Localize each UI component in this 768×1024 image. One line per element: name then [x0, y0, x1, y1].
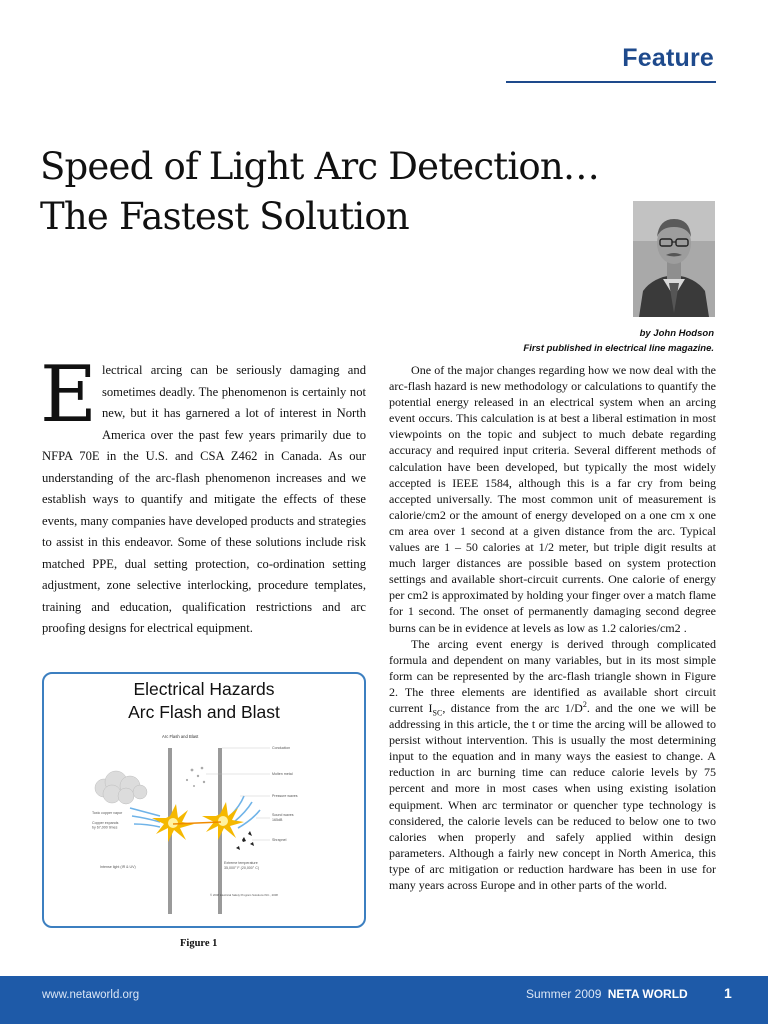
- author-name: by John Hodson: [639, 328, 714, 339]
- label-shrapnel: Shrapnel: [272, 838, 287, 842]
- figure-title-line-1: Electrical Hazards: [133, 679, 275, 699]
- paragraph-2-part-1: The arcing event energy is derived through complicated formula and dependent on many variables, but in its most simple form can be represented by the arc-flash triangle shown in Figure 2. The three elements are identified as available short circuit current I: [389, 636, 716, 715]
- shrapnel-pieces: [236, 831, 254, 850]
- byline: [523, 326, 714, 356]
- label-copper-expansion-1: Copper expands: [92, 821, 119, 825]
- source-note: First published in electrical line magazine.: [523, 343, 714, 354]
- copper-vapor-cloud: [95, 771, 147, 804]
- headline-line-2: The Fastest Solution: [40, 195, 409, 238]
- label-copper-expansion-2: by 67,000 times: [92, 825, 118, 830]
- label-sound-waves: Sound waves: [272, 813, 294, 817]
- right-column: [389, 362, 716, 893]
- label-temp-value: 35,000° F (20,000° C): [224, 866, 260, 870]
- paragraph-2: [389, 636, 716, 894]
- label-extreme-temp: Extreme temperature: [224, 861, 258, 865]
- paragraph-2-part-2: , distance from the arc 1/D: [442, 700, 583, 715]
- label-conduction: Conduction: [272, 746, 291, 750]
- left-column: [40, 350, 366, 640]
- headline-line-1: Speed of Light Arc Detection…: [40, 145, 600, 188]
- article-headline: [40, 142, 620, 242]
- section-rule: [506, 81, 716, 83]
- paragraph-1: One of the major changes regarding how we now deal with the arc-flash hazard is new methodology or calculations to quantify the potential energy released in an electrical system when an arcing event occurs. This calculation is at best a liberal estimation in most viewpoints on the topic and subject to much debate regarding accuracy and required input criteria. Several different methods of calculation have been developed, but typically the most widely accepted is IEEE 1584, although this is a far cry from being accepted universally. The most common unit of measurement is calorie/cm2 or the amount of energy developed on a one cm x one cm area over 1 second at a given distance from the arc. Typical values are 1 – 50 calories at 1/2 meter, but triple digit results at much larger distances are possible based on system protection settings and available short-circuit currents. One calorie of energy per cm2 is approximated by holding your finger over a match flame for 1 second. The onset of permanently damaging second degree burns can be in evidence at levels as low as 1.2 calories/cm2 .: [389, 363, 716, 635]
- isc-subscript: SC: [432, 708, 443, 718]
- arc-flash-diagram: [90, 730, 326, 920]
- figure-1-box: [42, 672, 366, 928]
- section-label: Feature: [622, 44, 714, 72]
- intro-paragraph: [40, 350, 366, 640]
- figure-title-line-2: Arc Flash and Blast: [128, 702, 280, 722]
- page-footer: [0, 976, 768, 1024]
- figure-caption: Figure 1: [180, 938, 218, 949]
- footer-issue: [526, 987, 688, 1001]
- label-intense-light: Intense light (IR & UV): [100, 865, 136, 869]
- drop-cap: E: [40, 350, 97, 440]
- light-rays-left: [130, 808, 160, 827]
- distance-superscript: 2: [582, 699, 587, 709]
- label-toxic-vapor: Toxic copper vapor: [92, 811, 123, 815]
- diagram-credit: © 2008 Electrical Safety Program Solutions INC., 2008: [210, 893, 278, 897]
- label-sound-level: 165dB: [272, 818, 283, 822]
- label-molten-metal: Molten metal: [272, 772, 293, 776]
- diagram-title: Arc Flash and Blast: [162, 734, 199, 739]
- footer-url-link[interactable]: www.netaworld.org: [42, 989, 140, 1001]
- page-number: 1: [724, 985, 732, 1001]
- footer-issue-date: Summer 2009: [526, 987, 602, 1001]
- label-pressure-waves: Pressure waves: [272, 794, 298, 798]
- molten-metal-drops: [186, 767, 205, 787]
- figure-title: [44, 678, 364, 724]
- paragraph-2-part-3: . and the one we will be addressing in this article, the t or time the arcing will be allowed to persist without intervention. This is usually the most determining input to the equation and in many ways the easiest to change. A reduction in arc burning time can reduce calorie levels by 75 percent and more in most cases when using existing isolation equipment. When arc terminator or quencher type technology is considered, the calorie levels can be reduced to below one to two calories when properly and safely applied within design parameters. Although a fairly new concept in North America, this type of arc mitigation or reduction hardware has been in use for many years across Europe and in other parts of the world.: [389, 700, 717, 892]
- intro-text: lectrical arcing can be seriously damaging and sometimes deadly. The phenomenon is certainly not new, but it has garnered a lot of interest in North America over the past few years primarily due to NFPA 70E in the U.S. and CSA Z462 in Canada. As our understanding of the arc-flash phenomenon increases and we establish ways to quantify and mitigate the effects of these events, many companies have developed products and strategies to assist in this endeavor. Some of these solutions include risk matched PPE, dual setting protection, co-ordination setting adjustment, zone selective interlocking, procedure templates, training and education, qualification restrictions and arc proofing designs for electrical equipment.: [42, 363, 366, 635]
- author-photo: [633, 201, 715, 317]
- footer-magazine-name: NETA WORLD: [607, 987, 688, 1001]
- author-portrait-graphic: [633, 201, 715, 317]
